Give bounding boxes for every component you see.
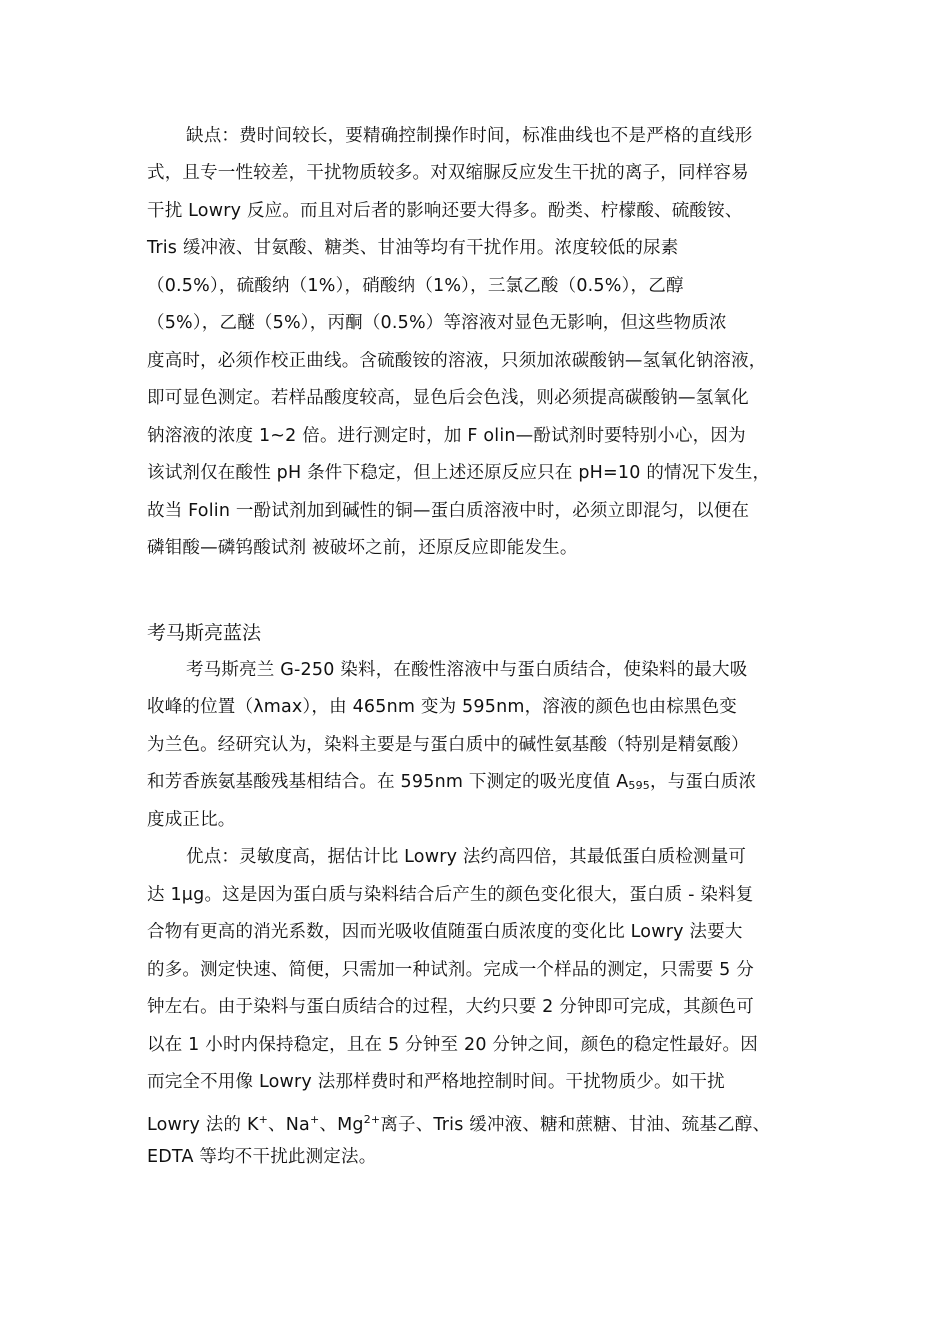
section-heading: 考马斯亮蓝法 <box>147 622 262 644</box>
text-line: （0.5%），硫酸纳（1%），硝酸纳（1%），三氯乙酸（0.5%），乙醇 <box>147 276 684 296</box>
text-line: 达 1μg。这是因为蛋白质与染料结合后产生的颜色变化很大，蛋白质 - 染料复 <box>147 885 754 905</box>
text-line <box>147 770 756 798</box>
text-line: 缺点：费时间较长，要精确控制操作时间，标准曲线也不是严格的直线形 <box>186 126 753 146</box>
text-line: 以在 1 小时内保持稳定，且在 5 分钟至 20 分钟之间，颜色的稳定性最好。因 <box>147 1035 758 1055</box>
text-line: EDTA 等均不干扰此测定法。 <box>147 1147 377 1167</box>
text-line: 而完全不用像 Lowry 法那样费时和严格地控制时间。干扰物质少。如干扰 <box>147 1072 725 1092</box>
text-line: 的多。测定快速、简便，只需加一种试剂。完成一个样品的测定，只需要 5 分 <box>147 960 754 980</box>
text-line: 式，且专一性较差，干扰物质较多。对双缩脲反应发生干扰的离子，同样容易 <box>147 163 749 183</box>
text-segment: 、Mg <box>319 1115 364 1135</box>
text-segment: Lowry 法的 K <box>147 1115 259 1135</box>
text-line: Tris 缓冲液、甘氨酸、糖类、甘油等均有干扰作用。浓度较低的尿素 <box>147 238 679 258</box>
superscript: + <box>258 1113 269 1126</box>
text-line: 度高时，必须作校正曲线。含硫酸铵的溶液，只须加浓碳酸钠—氢氧化钠溶液， <box>147 351 767 371</box>
text-line: 故当 Folin 一酚试剂加到碱性的铜—蛋白质溶液中时，必须立即混匀，以便在 <box>147 501 750 521</box>
text-segment: 、Na <box>268 1115 310 1135</box>
text-line: 磷钼酸—磷钨酸试剂 被破坏之前，还原反应即能发生。 <box>147 538 578 558</box>
text-line: 该试剂仅在酸性 pH 条件下稳定，但上述还原反应只在 pH=10 的情况下发生， <box>147 463 771 483</box>
text-line: 钠溶液的浓度 1~2 倍。进行测定时，加 F olin—酚试剂时要特别小心，因为 <box>147 426 746 446</box>
text-line <box>147 1108 770 1137</box>
text-line: 优点：灵敏度高，据估计比 Lowry 法约高四倍，其最低蛋白质检测量可 <box>186 847 747 867</box>
text-segment: 和芳香族氨基酸残基相结合。在 595nm 下测定的吸光度值 A <box>147 772 629 792</box>
subscript: 595 <box>628 779 651 792</box>
text-line: 度成正比。 <box>147 810 236 830</box>
text-line: 干扰 Lowry 反应。而且对后者的影响还要大得多。酚类、柠檬酸、硫酸铵、 <box>147 201 743 221</box>
text-line: （5%），乙醚（5%），丙酮（0.5%）等溶液对显色无影响，但这些物质浓 <box>147 313 727 333</box>
text-segment: ，与蛋白质浓 <box>650 772 757 792</box>
text-line: 收峰的位置（λmax），由 465nm 变为 595nm，溶液的颜色也由棕黑色变 <box>147 697 738 717</box>
text-line: 考马斯亮兰 G-250 染料，在酸性溶液中与蛋白质结合，使染料的最大吸 <box>186 660 748 680</box>
superscript: 2+ <box>363 1113 381 1126</box>
text-line: 合物有更高的消光系数，因而光吸收值随蛋白质浓度的变化比 Lowry 法要大 <box>147 922 743 942</box>
text-line: 钟左右。由于染料与蛋白质结合的过程，大约只要 2 分钟即可完成，其颜色可 <box>147 997 754 1017</box>
text-line: 为兰色。经研究认为，染料主要是与蛋白质中的碱性氨基酸（特别是精氨酸） <box>147 735 749 755</box>
superscript: + <box>309 1113 320 1126</box>
text-line: 即可显色测定。若样品酸度较高，显色后会色浅，则必须提高碳酸钠—氢氧化 <box>147 388 749 408</box>
text-segment: 离子、Tris 缓冲液、糖和蔗糖、甘油、巯基乙醇、 <box>380 1115 771 1135</box>
